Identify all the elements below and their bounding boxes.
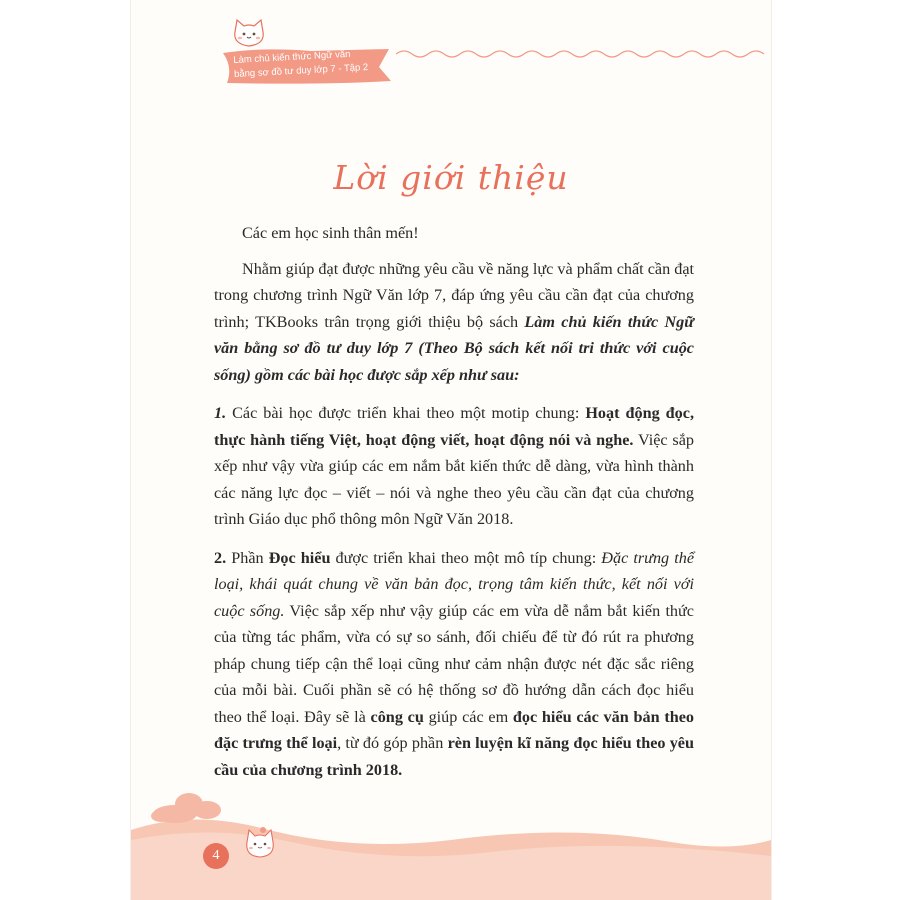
item-1-number: 1. [214,404,227,422]
cat-mascot-icon [241,824,279,860]
book-page [131,0,771,900]
intro-paragraph [214,256,694,389]
cat-mascot-icon [229,16,269,50]
item-1-bold-text: Hoạt động đọc, thực hành tiếng Việt, hoạt động viết, hoạt động nói và nghe. [214,404,694,449]
item-2-text-d: giúp các em [423,707,513,726]
item-2-text-c: Việc sắp xếp như vậy giúp các em vừa dễ nắm bắt kiến thức của từng tác phẩm, vừa có sự so sánh, đối chiếu để từ đó rút ra phương pháp chung tiếp cận thể loại cũng như cảm nhận được nét đặc sắc riêng của mỗi bài. Cuối phần sẽ có hệ thống sơ đồ hướng dẫn cách đọc hiểu theo thể loại. Đây sẽ là [214,601,694,726]
footer-wave-decoration [131,780,771,900]
item-2-text-e: , từ đó góp phần [337,734,448,752]
item-2-bold-cong-cu: công cụ [370,707,424,726]
item-2-text-b: được triển khai theo một mô típ chung: [330,548,602,567]
intro-text: Nhằm giúp đạt được những yêu cầu về năng lực và phẩm chất cần đạt trong chương trình Ngữ Văn lớp 7, đáp ứng yêu cầu cần đạt của chương trình; TKBooks trân trọng giới thiệu bộ sách [214,259,695,331]
item-2-italic-text: Đặc trưng thể loại, khái quát chung về văn bản đọc, trọng tâm kiến thức, kết nối với cuộc sống. [214,548,695,620]
page-number-badge: 4 [203,843,229,869]
book-title-text: Làm chủ kiến thức Ngữ văn bằng sơ đồ tư duy lớp 7 (Theo Bộ sách kết nối tri thức với cuộc sống) gồm các bài học được sắp xếp như sau: [214,312,694,384]
item-1-text: Các bài học được triển khai theo một motip chung: [226,404,586,422]
item-2-text: Phần [226,548,269,567]
header-banner [221,45,393,85]
page-title: Lời giới thiệu [333,158,569,197]
header-line-2: bằng sơ đồ tư duy lớp 7 - Tập 2 [233,61,369,80]
item-1-text-end: Việc sắp xếp như vậy vừa giúp các em nắm bắt kiến thức dễ dàng, vừa hình thành các năng lực đọc – viết – nói và nghe theo yêu cầu cần đạt của chương trình Giáo dục phổ thông môn Ngữ Văn 2018. [214,430,694,528]
item-1-paragraph [214,400,694,533]
item-2-number: 2. [214,548,227,567]
header-wavy-divider [396,40,771,70]
item-2-paragraph [214,545,694,784]
greeting-text: Các em học sinh thân mến! [242,224,419,242]
item-2-bold-doc-hieu: Đọc hiểu [268,548,331,567]
item-2-bold-ren-luyen: rèn luyện kĩ năng đọc hiểu theo yêu cầu của chương trình 2018. [214,734,694,779]
cloud-icon [151,793,221,823]
page-body [214,220,694,795]
header-line-1: Làm chủ kiến thức Ngữ văn [233,48,351,66]
item-2-bold-doc-hieu-van-ban: đọc hiểu các văn bản theo đặc trưng thể loại [214,707,694,752]
